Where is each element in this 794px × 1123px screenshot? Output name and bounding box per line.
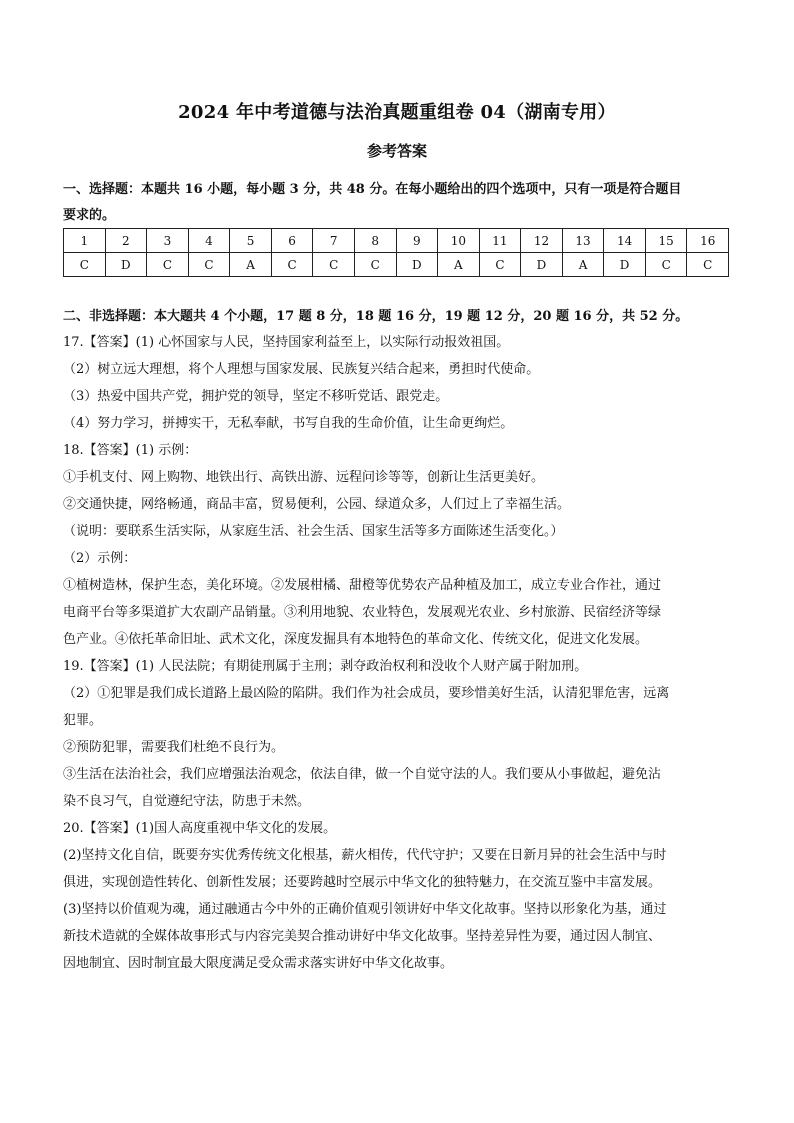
question-number: 3	[147, 229, 189, 253]
section2-heading: 二、非选择题：本大题共 4 个小题，17 题 8 分，18 题 16 分，19 题 12 分，20 题 16 分，共 52 分。	[63, 309, 689, 324]
question-number: 14	[604, 229, 646, 253]
answer-cell: C	[313, 253, 355, 277]
answer-line: 俱进，实现创造性转化、创新性发展；还要跨越时空展示中华文化的独特魅力，在交流互鉴中丰富发展。	[63, 875, 662, 890]
answer-cell: C	[147, 253, 189, 277]
answer-cell: C	[479, 253, 521, 277]
answer-line: 电商平台等多渠道扩大农副产品销量。③利用地貌、农业特色，发展观光农业、乡村旅游、民宿经济等绿	[63, 605, 662, 620]
section1-heading-cont: 要求的。	[63, 208, 116, 223]
answer-line: ①手机支付、网上购物、地铁出行、高铁出游、远程问诊等等，创新让生活更美好。	[63, 470, 545, 485]
question-number: 1	[64, 229, 106, 253]
question-number: 6	[271, 229, 313, 253]
answer-cell: A	[438, 253, 480, 277]
answer-line: （2）示例：	[63, 551, 137, 566]
answer-cell: C	[687, 253, 729, 277]
answer-line: 新技术造就的全媒体故事形式与内容完美契合推动讲好中华文化故事。坚持差异性为要，通过因人制宜、	[63, 929, 662, 944]
answer-line: 色产业。④依托革命旧址、武术文化，深度发掘具有本地特色的革命文化、传统文化，促进文化发展。	[63, 632, 649, 647]
question-number: 15	[645, 229, 687, 253]
answer-line: （说明：要联系生活实际，从家庭生活、社会生活、国家生活等多方面陈述生活变化。）	[63, 524, 564, 539]
answer-line: ③生活在法治社会，我们应增强法治观念，依法自律，做一个自觉守法的人。我们要从小事做起，避免沾	[63, 767, 662, 782]
answer-line: （2）①犯罪是我们成长道路上最凶险的陷阱。我们作为社会成员，要珍惜美好生活，认清犯罪危害，远离	[63, 686, 670, 701]
question-number: 11	[479, 229, 521, 253]
section1-heading: 一、选择题：本题共 16 小题，每小题 3 分，共 48 分。在每小题给出的四个选项中，只有一项是符合题目	[63, 182, 682, 197]
question-number: 5	[230, 229, 272, 253]
answer-line: 因地制宜、因时制宜最大限度满足受众需求落实讲好中华文化故事。	[63, 956, 454, 971]
answer-line: 19.【答案】(1) 人民法院；有期徒刑属于主刑；剥夺政治权利和没收个人财产属于附加刑。	[63, 659, 588, 674]
answer-cell: D	[105, 253, 147, 277]
document-subtitle: 参考答案	[366, 142, 427, 160]
answer-line: （2）树立远大理想，将个人理想与国家发展、民族复兴结合起来，勇担时代使命。	[63, 362, 540, 377]
answer-line: (3)坚持以价值观为魂，通过融通古今中外的正确价值观引领讲好中华文化故事。坚持以形象化为基，通过	[63, 902, 667, 917]
question-number: 13	[562, 229, 604, 253]
question-number: 9	[396, 229, 438, 253]
question-number: 12	[521, 229, 563, 253]
answer-cell: C	[354, 253, 396, 277]
answer-line: （4）努力学习，拼搏实干，无私奉献，书写自我的生命价值，让生命更绚烂。	[63, 416, 514, 431]
answer-line: ②预防犯罪，需要我们杜绝不良行为。	[63, 740, 285, 755]
answer-line: （3）热爱中国共产党，拥护党的领导，坚定不移听党话、跟党走。	[63, 389, 449, 404]
answer-cell: C	[271, 253, 313, 277]
question-number: 4	[188, 229, 230, 253]
answer-cell: A	[230, 253, 272, 277]
answer-cell: C	[188, 253, 230, 277]
answer-cell: A	[562, 253, 604, 277]
answer-table	[63, 228, 729, 277]
question-number: 7	[313, 229, 355, 253]
answer-cell: D	[396, 253, 438, 277]
answer-cell: C	[64, 253, 106, 277]
answer-cell: D	[604, 253, 646, 277]
answer-line: 18.【答案】(1) 示例：	[63, 443, 198, 458]
answer-line: 20.【答案】(1)国人高度重视中华文化的发展。	[63, 821, 337, 836]
document-title: 2024 年中考道德与法治真题重组卷 04（湖南专用）	[178, 102, 616, 123]
answer-line: 犯罪。	[63, 713, 103, 728]
answer-line: ①植树造林，保护生态，美化环境。②发展柑橘、甜橙等优势农产品种植及加工，成立专业合作社，通过	[63, 578, 662, 593]
question-number: 2	[105, 229, 147, 253]
question-number: 16	[687, 229, 729, 253]
answer-line: ②交通快捷，网络畅通，商品丰富，贸易便利，公园、绿道众多，人们过上了幸福生活。	[63, 497, 571, 512]
answer-line: 17.【答案】(1) 心怀国家与人民，坚持国家利益至上，以实际行动报效祖国。	[63, 335, 510, 350]
answer-cell: D	[521, 253, 563, 277]
answer-row	[64, 253, 729, 277]
question-number: 10	[438, 229, 480, 253]
answer-cell: C	[645, 253, 687, 277]
question-number-row	[64, 229, 729, 253]
answer-line: 染不良习气，自觉遵纪守法，防患于未然。	[63, 794, 311, 809]
question-number: 8	[354, 229, 396, 253]
answer-line: (2)坚持文化自信，既要夯实优秀传统文化根基，薪火相传，代代守护；又要在日新月异的社会生活中与时	[63, 848, 667, 863]
